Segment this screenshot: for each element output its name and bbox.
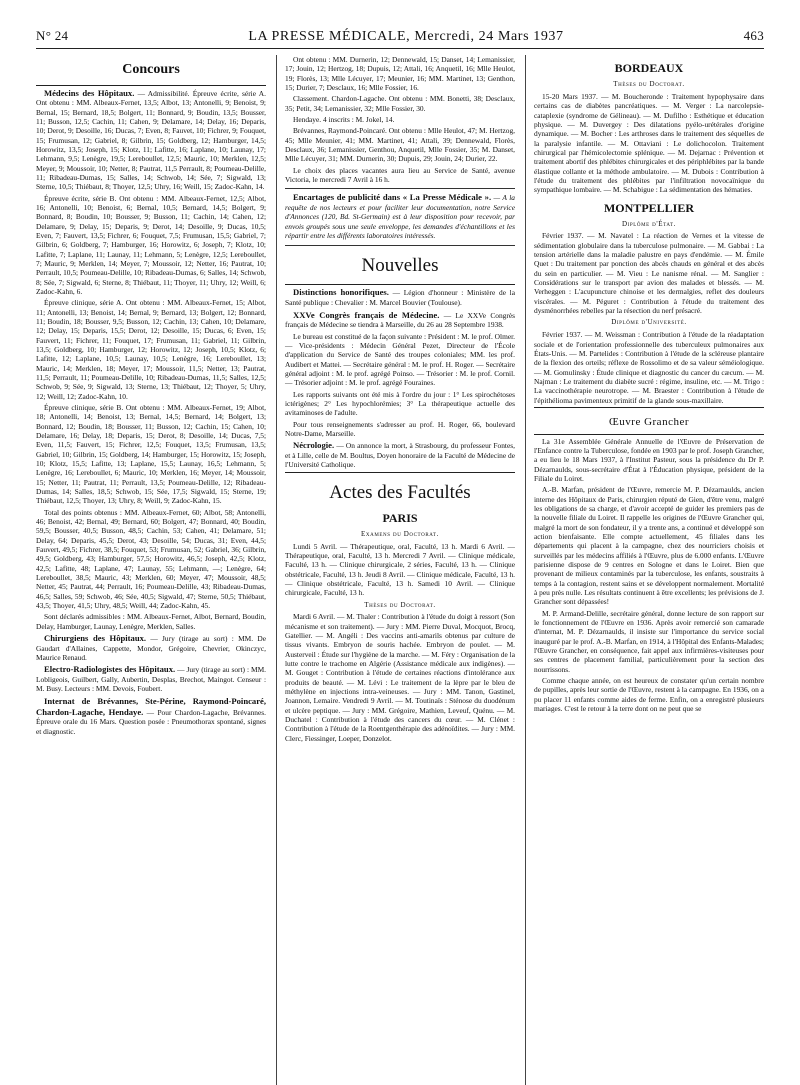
item-text: — Pour Chardon-Lagache, Brévannes. Épreuve orale du 16 Mars. Question posée : Pneumothorax spontané, signes et diagnostic. <box>36 707 266 736</box>
paragraph: Total des points obtenus : MM. Albeaux-Fernet, 60; Albot, 58; Antonelli, 46; Benoist, 42; Bernal, 49; Bernard, 60; Bolgert, 47; Bonnard, 40; Boudin, 59,5; Bousser, 40,5; Busson, 48,5; Cachin, 53; Cahen, 41; Delamare, 51; Delay, 64; Deparis, 45,5; Derot, 43; Desoille, 54; Ducas, 31; Even, 44,5; Fauvert, 49,5; Fichrer, 38,5; Fouquet, 53; Frumusan, 52; Gabriel, 36; Gilbrin, 49,5; Goldberg, 43; Hamburger, 57,5; Horowitz, 46,5; Joseph, 42,5; Klotz, 42,5; Lafitte, 48; Laplane, 47; Launay, 55; Lehmann, —; Lenègre, 64; Lereboullet, 38,5; Mauric, 43; Merklen, 60; Meyer, 47; Moussoir, 48,5; Netter, 45; Pautrat, 44; Perrault, 16; Poumeau-Delille, 43; Ribadeau-Dumas, 46,5; Salles, 59; Schwob, 46; Sée, 40,5; Sigwald, 47; Sterne, 50,5; Thiébaut, 43,5; Thoyer, 41,5; Uhry, 48,5; Weill, 44; Zadoc-Kahn, 45. <box>36 507 266 610</box>
paragraph: Mardi 6 Avril. — M. Thaler : Contribution à l'étude du doigt à ressort (Son mécanisme et son traitement). — Jury : MM. Pierre Duval, Mocquot, Brocq, Gatellier. — M. Angéli : Des vaccins anti-amarils obtenus par culture de tissus vivants. Embryon de souris hachée. Embryon de poulet. — M. Austerveil : Étude sur l'hygiène de la marche. — M. Féry : Organisation de la lutte contre le trachome en Algérie (Assistance médicale aux indigènes). — M. Gouget : Contribution à l'étude de certaines réactions d'intolérance aux produits de beauté. — M. Lévi : Le traitement de la lèpre par le bleu de méthylène en injections intra-veineuses. — Jury : MM. Tanon, Gastinel, Joannon, Lemaire. Vendredi 9 Avril. — M. Toutinaïs : Sténose du duodénum et ulcère peptique. — Jury : MM. Grégoire, Mathien, Leveuf, Quénu. — M. Duchatel : Contribution à l'étude des cancers du cœur. — M. Clénet : Contribution à l'étude de la Roentgenthérapie des adénoïdites. — Jury : MM. Clerc, Fiessinger, Loeper, Donzelot. <box>285 612 515 743</box>
montpellier-heading: MONTPELLIER <box>603 200 694 215</box>
paragraph <box>285 287 515 307</box>
paragraph: 15-20 Mars 1937. — M. Boucheronde : Traitement hypophysaire dans certains cas de diabètes pancréatiques. — M. Verger : La narcolepsie-cataplexie (syndrome de Gélineau). — M. Dufilho : Esthétique et éducation physique. — M. Duvergey : Des dilatations pyélo-urétérales d'origine dynamique. — M. Bocher : Les arthroses dans le traitement des séquelles de la paralysie infantile. — M. Ottaviani : Le dolichocolon. Traitement chirurgical par l'hémicolectomie splénique. — M. Dejarnac : Prévention et traitement abortif des phlébites chirurgicales et des périphlébites par la bande élastique collante et la méthode ambulatoire. — M. Dubois : Contribution à l'étude du traitement des phlébites par l'infiltration novocaïnique du sympathique lombaire. — M. Schabigue : La sédimentation des hématies. <box>534 91 764 195</box>
item-heading: Distinctions honorifiques. <box>293 287 389 298</box>
subheading: Diplôme d'Université. <box>611 318 687 327</box>
advert-box <box>285 188 515 246</box>
paragraph: Épreuve clinique, série A. Ont obtenu : MM. Albeaux-Fernet, 15; Albot, 11; Antonelli, 13; Benoist, 14; Bernal, 9; Bernard, 13; Bolgert, 12; Bonnard, 11; Boudin, 18; Bousser, 9,5; Busson, 12; Cachin, 13; Cahen, 10; Delamare, 12; Delay, 15; Deparis, 15,5; Derot, 12; Desoille, 15; Ducas, 6; Even, 15; Fauvert, 11; Fichrer, 11; Fouquet, 17; Frumusan, 11; Gabriel, 11; Gilbrin, 13,5; Goldberg, 10; Hamburger, 12; Horowitz, 12; Joseph, 10,5; Klotz, 6; Lafitte, 12; Laplane, 10,5; Launay, 10,5; Lenègre, 16; Lereboullet, 13; Mauric, 14; Merklen, 18; Meyer, 17; Moussoir, 11,5; Netter, 13; Pautrat, 11,5; Perrault, 11; Poumeau-Delille, 10; Ribadeau-Dumas, 11,5; Salles, 12,5; Schwob, 9; Sée, 9; Sigwald, 13; Sterne, 13; Thiébaut, 12; Thoyer, 5; Uhry, 12; Weill, 12; Zadoc-Kahn, 10. <box>36 298 266 401</box>
column-3 <box>525 55 764 1085</box>
paragraph: Le bureau est constitué de la façon suivante : Président : M. le prof. Olmer. — Vice-présidents : Médecin Général Pezet, Directeur de l'École d'application du Service de Santé des troupes coloniales; MM. les prof. Audibert et Mattei. — Secrétaire général : M. le prof. H. Roger. — Secrétaire général adjoint : M. le prof. agrégé Poinso. — Trésorier : M. le prof. Cornil. — Trésorier adjoint : M. le prof. agrégé Fouraines. <box>285 331 515 388</box>
page-header <box>36 28 764 49</box>
item-heading: Internat de Brévannes, Ste-Périne, Raymond-Poincaré, Chardon-Lagache, Hendaye. <box>36 695 266 717</box>
concours-heading: Concours <box>122 62 180 77</box>
paragraph: Épreuve écrite, série B. Ont obtenu : MM. Albeaux-Fernet, 12,5; Albot, 16; Antonelli, 10; Benoist, 6; Bernal, 10,5; Bernard, 14,5; Bolgert, 9; Bonnard, 8; Boudin, 10; Bousser, 9; Busson, 11; Cachin, 14; Cahen, 12; Delamare, 9; Delay, 15; Deparis, 9; Derot, 14; Desoille, 9; Ducas, 10,5; Even, 7; Fauvert, 13,5; Fichrer, 6; Fouquet, 7,5; Frumusan, 15,5; Gabriel, 7; Gilbrin, 6; Goldberg, 7; Hamburger, 16; Horowitz, 6; Joseph, 7; Klotz, 10; Lafitte, 7; Laplane, 11; Launay, 11; Lehmann, 5; Lenègre, 12,5; Lereboullet, 7; Mauric, 9; Merklen, 14; Meyer, 7; Moussoir, 12; Netter, 16; Pautrat, 10; Perrault, 10,5; Poumeau-Delille, 10; Ribadeau-Dumas, 6; Salles, 14; Schwob, 8; Sée, 7; Sigwald, 6; Sterne, 8; Thiébaut, 11; Thoyer, 11; Uhry, 12; Weill, 6; Zadoc-Kahn, 6. <box>36 193 266 297</box>
paragraph <box>285 440 515 469</box>
item-heading: Chirurgiens des Hôpitaux. <box>44 632 147 643</box>
item-text: — Jury (tirage au sort) : MM. Lobligeois, Guilbert, Gally, Aubertin, Desplas, Brechot, Maingot. Censeur : M. Busy. Lecteurs : MM. Devois, Foubert. <box>36 665 266 694</box>
item-text: — Jury (tirage au sort) : MM. De Gaudart d'Allaines, Cappette, Mondor, Grégoire, Chevrier, Okinczyc, Maurice Renaud. <box>36 633 266 662</box>
paragraph <box>36 88 266 192</box>
item-text: — Légion d'honneur : Ministère de la Santé publique : Chevalier : M. Marcel Bouvier (Toulouse). <box>285 288 515 308</box>
paragraph: Pour tous renseignements s'adresser au prof. H. Roger, 66, boulevard Notre-Dame, Marseille. <box>285 419 515 438</box>
issue-date: Mercredi, 24 Mars 1937 <box>414 29 564 44</box>
paragraph <box>36 633 266 662</box>
item-heading: Nécrologie. <box>293 440 335 451</box>
subheading: Examens du Doctorat. <box>361 529 439 538</box>
paragraph: La 31e Assemblée Générale Annuelle de l'Œuvre de Préservation de l'Enfance contre la Tuberculose, fondée en 1903 par le prof. Joseph Grancher, a eu lieu le 18 Mars 1937, à l'Institut Pasteur, sous la présidence du Dr P. Dézarnaulds, sous-secrétaire d'État à l'Éducation physique, président de la Filiale du Loiret. <box>534 436 764 484</box>
column-2 <box>276 55 515 1085</box>
item-heading: XXVe Congrès français de Médecine. <box>293 309 440 320</box>
paragraph: Comme chaque année, on est heureux de constater qu'un certain nombre de pupilles, après leur sortie de l'Œuvre, restent à la campagne. En 1936, on a pu placer 11 enfants comme aides de ferme. Enfin, on a enregistré plusieurs mariages. C'est le retour à la terre dont on ne peut que se <box>534 675 764 713</box>
item-text: — Le XXVe Congrès français de Médecine se tiendra à Marseille, du 26 au 28 Septembre 1938. <box>285 310 515 330</box>
paragraph <box>36 664 266 693</box>
journal-name: LA PRESSE MÉDICALE <box>248 29 407 44</box>
paragraph: Les rapports suivants ont été mis à l'ordre du jour : 1° Les spirochétoses ictérigènes; 2° Les hypochlorémies; 3° La thérapeutique actuelle des avitaminoses de l'adulte. <box>285 389 515 418</box>
column-1 <box>36 55 266 1085</box>
item-heading: Médecins des Hôpitaux. <box>44 87 135 98</box>
paragraph: Février 1937. — M. Navatel : La réaction de Vernes et la vitesse de sédimentation globulaire dans la tuberculose pulmonaire. — M. Gabbai : La tension artérielle dans la maladie palustre en pays d'endémie. — M. Émile Quet : Du traitement par ponction des abcès chauds en général et des abcès du sein en particulier. — M. Vieu : Le nanisme rénal. — M. Sanglier : Considérations sur le transport par avion des malades et blessés. — M. Verheggen : L'acupuncture chinoise et les dermalgies, reflet des douleurs viscérales. — M. Péguret : Contribution à l'étude du traitement des dysménorrhées rebelles par la résection du nerf présacré. <box>534 231 764 316</box>
divider <box>534 407 764 408</box>
subheading: Diplôme d'État. <box>621 219 677 228</box>
paragraph: Lundi 5 Avril. — Thérapeutique, oral, Faculté, 13 h. Mardi 6 Avril. — Thérapeutique, oral, Faculté, 13 h. Mercredi 7 Avril. — Clinique médicale, Faculté, 13 h. — Clinique chirurgicale, 2 séries, Faculté, 13 h. — Clinique obstétricale, Faculté, 13 h. Jeudi 8 Avril. — Clinique médicale, Faculté, 13 h. — Clinique obstétricale, Faculté, 13 h. Samedi 10 Avril. — Clinique chirurgicale, Faculté, 13 h. <box>285 541 515 598</box>
paragraph <box>285 310 515 330</box>
page-number: N° 24 <box>36 28 69 43</box>
item-text: — On annonce la mort, à Strasbourg, du professeur Fontes, et à Lille, celle de M. Boultus, Doyen honoraire de la Faculté de Médecine de l'Université Catholique. <box>285 441 515 470</box>
paragraph: Brévannes, Raymond-Poincaré. Ont obtenu : Mlle Heulot, 47; M. Hertzog, 45; Mlle Meunier, 41; MM. Martinet, 41; Attali, 39; Dennewald, Florès, Desclaux, 36; Lemanissier, Genthou, Anquetil, Mlle Fossier, 35; M. Danset, Mlle Lécuyer, 31; MM. Durnerin, 30; Dupuis, 29; Jouin, 24; Durier, 22. <box>285 126 515 164</box>
paragraph: Épreuve clinique, série B. Ont obtenu : MM. Albeaux-Fernet, 19; Albot, 18; Antonelli, 14; Benoist, 13; Bernal, 14,5; Bernard, 14; Bolgert, 13; Bonnard, 12; Boudin, 18; Bousser, 11; Busson, 12; Cachin, 15; Cahen, 10; Delamare, 16; Delay, 18; Deparis, 15; Derot, 8; Desoille, 14; Ducas, 7,5; Even, 11,5; Fauvert, 15; Fichrer, 12,5; Fouquet, 13,5; Frumusan, 13,5; Gabriel, 10; Gilbrin, 15; Goldberg, 14; Hamburger, 15; Horowitz, 15; Joseph, 10; Klotz, 15,5; Lafitte, 13; Laplane, 15,5; Launay, 16,5; Lehmann, 5; Lenègre, 16; Lereboullet, 6; Mauric, 10; Merklen, 16; Meyer, 14; Moussoir, 15; Netter, 11; Pautrat, 11; Perrault, 13,5; Poumeau-Delille, 12; Ribadeau-Dumas, 14; Salles, 18,5; Schwob, 15; Sée, 17,5; Sigwald, 15; Sterne, 19; Thiébaut, 12,5; Thoyer, 13; Uhry, 8; Weill, 9; Zadoc-Kahn, 15. <box>36 402 266 506</box>
divider <box>36 85 266 86</box>
paragraph: M. P. Armand-Delille, secrétaire général, donne lecture de son rapport sur le fonctionnement de l'Œuvre en 1936. Après avoir remercié son camarade d'internat, M. P. Dézarnaulds, il insiste sur l'importance du service social inauguré par le prof. A.-B. Marfan, en 1914, à l'Hôpital des Enfants-Malades; l'Œuvre Grancher, en conséquence, fait appel aux infirmières-visiteuses pour ses centres de placement familial, particulièrement pour la section des nourrissons. <box>534 608 764 674</box>
bordeaux-heading: BORDEAUX <box>614 61 684 75</box>
nouvelles-heading: Nouvelles <box>361 255 439 277</box>
oeuvre-heading: Œuvre Grancher <box>609 415 689 428</box>
divider <box>285 284 515 285</box>
paragraph <box>285 192 515 240</box>
subheading: Thèses du Doctorat. <box>364 600 436 609</box>
item-text: — Admissibilité. Épreuve écrite, série A. Ont obtenu : MM. Albeaux-Fernet, 13,5; Albot, 13; Antonelli, 9; Benoist, 9; Bernal, 15; Bernard, 18,5; Bolgert, 11; Bonnard, 9; Boudin, 13,5; Bousser, 11; Busson, 12,5; Cachin, 11; Cahen, 9; Delamare, 14; Delay, 16; Deparis, 10; Derot, 9; Desoille, 16; Ducas, 7; Even, 8; Fauvet, 10; Fichrer, 9; Fouquet, 15; Frumusan, 12; Gabriel, 8; Gilbrin, 15; Goldberg, 12; Hamburger, 14,5; Horowitz, 13,5; Joseph, 15; Klotz, 11; Lafitte, 16; Laplane, 10; Launay, 17; Lehmann, 9,5; Lenègre, 19,5; Lereboullet, 12,5; Mauric, 10; Merklen, 12,5; Meyer, 9; Moussoir, 10; Netter, 8; Pautrat, 11,5 Perrault, 8; Poumeau-Delille, 11; Ribadeau-Dumas, 15; Salles, 14; Schwob, 14; Sée, 7; Sigwald, 13; Sterne, 10,5; Thiébaut, 8; Thoyer, 12,5; Uhry, 16; Weill, 15; Zadoc-Kahn, 14. <box>36 88 266 192</box>
divider <box>534 434 764 435</box>
journal-title: LA PRESSE MÉDICALE, Mercredi, 24 Mars 1937 <box>248 29 564 44</box>
paragraph <box>36 696 266 736</box>
divider <box>285 472 515 473</box>
item-heading: Encartages de publicité dans « La Presse Médicale ». <box>293 192 492 203</box>
item-heading: Electro-Radiologistes des Hôpitaux. <box>44 664 176 675</box>
paragraph: Le choix des places vacantes aura lieu au Service de Santé, avenue Victoria, le mercredi 7 Avril à 16 h. <box>285 165 515 184</box>
actes-heading: Actes des Facultés <box>329 481 471 503</box>
paragraph: Hendaye. 4 inscrits : M. Jokel, 14. <box>293 114 395 124</box>
paragraph: Sont déclarés admissibles : MM. Albeaux-Fernet, Albot, Bernard, Boudin, Delay, Hamburger, Launay, Lenègre, Merklen, Salles. <box>36 612 266 631</box>
subheading: Thèses du Doctorat. <box>613 80 685 89</box>
paragraph: Février 1937. — M. Weissman : Contribution à l'étude de la réadaptation sociale et de l'orientation professionnelle des tuberculeux pulmonaires aux États-Unis. — M. Partelides : Contribution à l'étude de la scléreuse plantaire de la flexion des orteils; réflexe de Rossolimo et de sa valeur séméiologique. — M. Gomulinsky : Étude clinique et diagnostic du cancer du cæcum. — M. Najman : Le traitement du diabète sucré : régime, insuline, etc. — M. Trigo : La vaccinothérapie neurotrope. — M. Braester : Contribution à l'étude de l'épithélioma pavimenteux primitif de la glande sous-maxillaire. <box>534 330 764 405</box>
paragraph: Classement. Chardon-Lagache. Ont obtenu : MM. Bonetti, 38; Desclaux, 35; Petit, 34; Lemanissier, 32; Mlle Fossier, 30. <box>285 94 515 113</box>
paris-heading: PARIS <box>382 510 418 525</box>
item-text: — A la requête de nos lecteurs et pour faciliter leur documentation, notre Service d'Annonces (120, Bd. St-Germain) est à leur disposition pour recevoir, par envois groupés sous une seule enveloppe, les demandes d'échantillons et les répartir entre les différents laboratoires intéressés. <box>285 193 515 241</box>
folio: 463 <box>743 28 764 43</box>
columns <box>36 55 764 1085</box>
paragraph: Ont obtenu : MM. Durnerin, 12; Dennewald, 15; Danset, 14; Lemanissier, 17; Jouin, 12; Hertzog, 18; Dupuis, 12; Attali, 16; Anquetil, 16; Mlle Heulot, 19; Florès, 13; Mlle Lécuyer, 17; Meunier, 16; MM. Martinet, 13; Genthon, 15; Durier, 7; Desclaux, 16; Mlle Fossier, 16. <box>285 55 515 92</box>
paragraph: A.-B. Marfan, président de l'Œuvre, remercie M. P. Dézarnaulds, ancien interne des Hôpitaux de Paris, chirurgien réputé de Gien, d'être venu, malgré les obligations de sa charge, et d'avoir accepté de guider les premiers pas de la nouvelle filiale du Loiret. Il rappelle les origines de l'Œuvre Grancher qui, malgré la mort de son fondateur, il y a trente ans, a continué et développé son action bienfaisante. Elle compte actuellement, 45 filiales dans les départements qui placent à la campagne, chez des nourriciers choisis et surveillés par les médecins affiliés à l'Œuvre, plus de 6.000 enfants. L'Œuvre parisienne dispose de 9 centres en Sologne et dans le Loiret. Bien que provenant de milieux contaminés par la tuberculose, les enfants, soustraits à temps à la contagion, restent sains et se développent normalement. Mortalité à peu près nulle. Les résultats continuent à être excellents; les prévisions de J. Grancher sont dépassées! <box>534 485 764 607</box>
